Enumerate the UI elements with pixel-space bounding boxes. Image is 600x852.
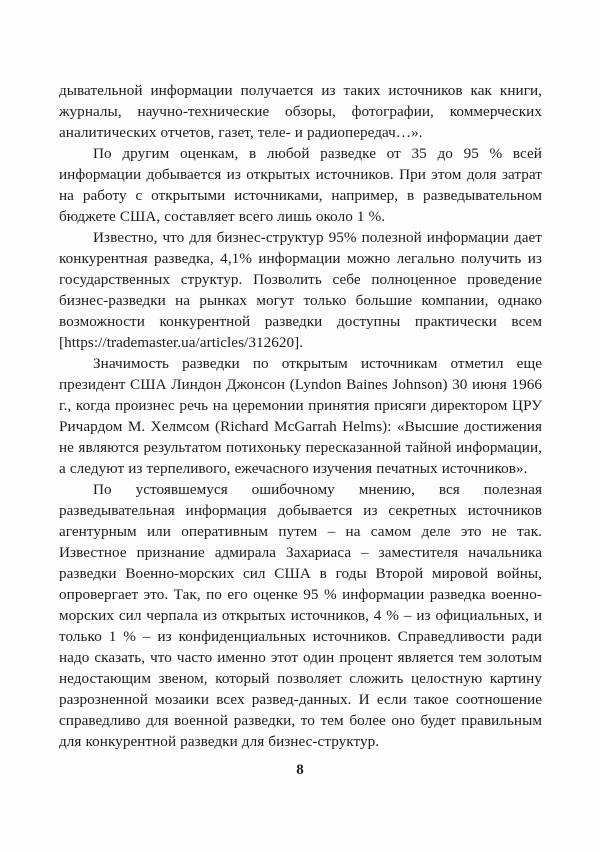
paragraph-zacharias: По устоявшемуся ошибочному мнению, вся полезная разведывательная информация добывается из секретных источников агентурным или оперативным путем – на самом деле это не так. Известное признание адмирала Захариаса – заместителя начальника разведки Военно-морских сил США в годы Второй мировой войны, опровергает это. Так, по его оценке 95 % информации разведка военно-морских сил черпала из открытых источников, 4 % – из официальных, и только 1 % – из конфиденциальных источников. Справедливости ради надо сказать, что часто именно этот один процент является тем золотым недостающим звеном, который позволяет сложить целостную картину разрозненной мозаики всех развед-данных. И если такое соотношение справедливо для военной разведки, то тем более оно будет правильным для конкурентной разведки для бизнес-структур. bbox=[59, 481, 542, 750]
paragraph-johnson-helms: Значимость разведки по открытым источникам отметил еще президент США Линдон Джонсон (Lyndon Baines Johnson) 30 июня 1966 г., когда произнес речь на церемонии принятия присяги директором ЦРУ Ричардом М. Хелмсом (Richard McGarrah Helms): «Высшие достижения не являются результатом потихоньку пересказанной тайной информации, а следуют из терпеливого, ежечасного изучения печатных источников». bbox=[59, 355, 542, 477]
paragraph-other-estimates: По другим оценкам, в любой разведке от 35 до 95 % всей информации добывается из открытых источников. При этом доля затрат на работу с открытыми источниками, например, в разведывательном бюджете США, составляет всего лишь около 1 %. bbox=[59, 145, 542, 225]
page-number: 8 bbox=[296, 762, 304, 778]
paragraph-continuation: дывательной информации получается из таких источников как книги, журналы, научно-технические обзоры, фотографии, коммерческих аналитических отчетов, газет, теле- и радиопередач…». bbox=[59, 82, 542, 141]
paragraph-business-structures: Известно, что для бизнес-структур 95% полезной информации дает конкурентная разведка, 4,1% информации можно легально получить из государственных структур. Позволить себе полноценное проведение бизнес-разведки на рынках могут только большие компании, однако возможности конкурентной разведки доступны практически всем [https://trademaster.ua/articles/312620]. bbox=[59, 229, 542, 351]
body-text-block bbox=[59, 80, 542, 752]
